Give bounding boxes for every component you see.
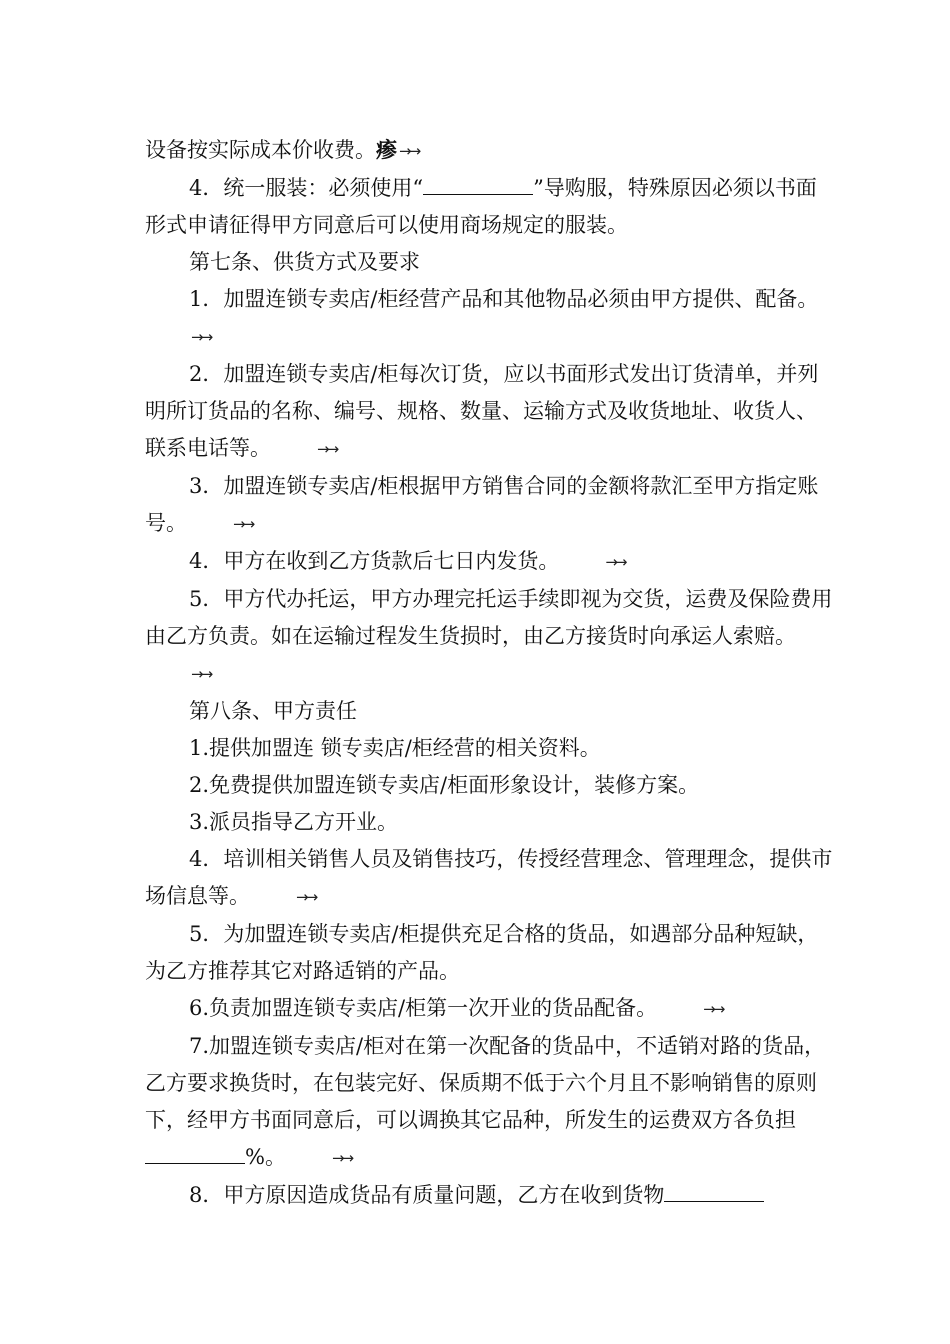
paragraph-p5 bbox=[145, 468, 835, 543]
paragraph-p10 bbox=[145, 767, 835, 804]
paragraph-text: 第七条、供货方式及要求 bbox=[189, 250, 420, 274]
paragraph-text: 4．统一服装：必须使用“ bbox=[189, 176, 424, 200]
paragraph-mark-icon: →→ bbox=[191, 665, 211, 683]
paragraph-mark-icon: →→ bbox=[296, 888, 316, 906]
paragraph-p3 bbox=[145, 281, 835, 356]
bold-char: 瘆 bbox=[376, 137, 397, 162]
paragraph-text: 4．甲方在收到乙方货款后七日内发货。 bbox=[189, 549, 560, 573]
paragraph-p9 bbox=[145, 730, 835, 767]
paragraph-text: 7.加盟连锁专卖店/柜对在第一次配备的货品中，不适销对路的货品，乙方要求换货时，在包装完好、保质期不低于六个月且不影响销售的原则下，经甲方书面同意后，可以调换其它品种，所发生的运费双方各负担 bbox=[145, 1034, 826, 1132]
paragraph-text: 1．加盟连锁专卖店/柜经营产品和其他物品必须由甲方提供、配备。 bbox=[189, 287, 819, 311]
paragraph-p14 bbox=[145, 990, 835, 1028]
paragraph-text: 6.负责加盟连锁专卖店/柜第一次开业的货品配备。 bbox=[189, 996, 658, 1020]
paragraph-p6 bbox=[145, 543, 835, 581]
paragraph-p16 bbox=[145, 1177, 835, 1214]
paragraph-text-continued: %。 bbox=[245, 1145, 286, 1169]
fill-in-blank[interactable] bbox=[423, 172, 533, 195]
paragraph-p2 bbox=[145, 244, 835, 281]
paragraph-mark-icon: →→ bbox=[399, 142, 419, 160]
paragraph-text: 2.免费提供加盟连锁专卖店/柜面形象设计，装修方案。 bbox=[189, 773, 700, 797]
paragraph-p12 bbox=[145, 841, 835, 916]
fill-in-blank[interactable] bbox=[664, 1179, 764, 1202]
fill-in-blank[interactable] bbox=[145, 1141, 245, 1164]
paragraph-mark-icon: →→ bbox=[605, 553, 625, 571]
paragraph-text: 5．甲方代办托运，甲方办理完托运手续即视为交货，运费及保险费用由乙方负责。如在运输过程发生货损时，由乙方接货时向承运人索赔。 bbox=[145, 587, 833, 648]
document-body bbox=[145, 131, 835, 1214]
paragraph-text: 3．加盟连锁专卖店/柜根据甲方销售合同的金额将款汇至甲方指定账号。 bbox=[145, 474, 819, 535]
paragraph-text: 2．加盟连锁专卖店/柜每次订货，应以书面形式发出订货清单，并列明所订货品的名称、编号、规格、数量、运输方式及收货地址、收货人、联系电话等。 bbox=[145, 362, 819, 460]
paragraph-p15 bbox=[145, 1028, 835, 1177]
paragraph-p8 bbox=[145, 693, 835, 730]
paragraph-p13 bbox=[145, 916, 835, 990]
paragraph-p11 bbox=[145, 804, 835, 841]
paragraph-mark-icon: →→ bbox=[233, 515, 253, 533]
paragraph-p0 bbox=[145, 131, 835, 170]
paragraph-p1 bbox=[145, 170, 835, 244]
paragraph-text: 1.提供加盟连 锁专卖店/柜经营的相关资料。 bbox=[189, 736, 601, 760]
paragraph-text: 3.派员指导乙方开业。 bbox=[189, 810, 399, 834]
paragraph-text: 4．培训相关销售人员及销售技巧，传授经营理念、管理理念，提供市场信息等。 bbox=[145, 847, 833, 908]
paragraph-p7 bbox=[145, 581, 835, 693]
paragraph-text: 第八条、甲方责任 bbox=[189, 699, 357, 723]
paragraph-text: 5．为加盟连锁专卖店/柜提供充足合格的货品，如遇部分品种短缺，为乙方推荐其它对路适销的产品。 bbox=[145, 922, 819, 983]
paragraph-mark-icon: →→ bbox=[703, 1000, 723, 1018]
paragraph-mark-icon: →→ bbox=[191, 328, 211, 346]
paragraph-mark-icon: →→ bbox=[317, 440, 337, 458]
paragraph-text: 8．甲方原因造成货品有质量问题，乙方在收到货物 bbox=[189, 1183, 665, 1207]
paragraph-p4 bbox=[145, 356, 835, 468]
paragraph-mark-icon: →→ bbox=[331, 1149, 352, 1167]
paragraph-text: 设备按实际成本价收费。 bbox=[145, 138, 376, 162]
paragraph-text-continued: ”导购服，特殊原因必须以书面形式申请征得甲方同意后可以使用商场规定的服装。 bbox=[145, 176, 817, 237]
